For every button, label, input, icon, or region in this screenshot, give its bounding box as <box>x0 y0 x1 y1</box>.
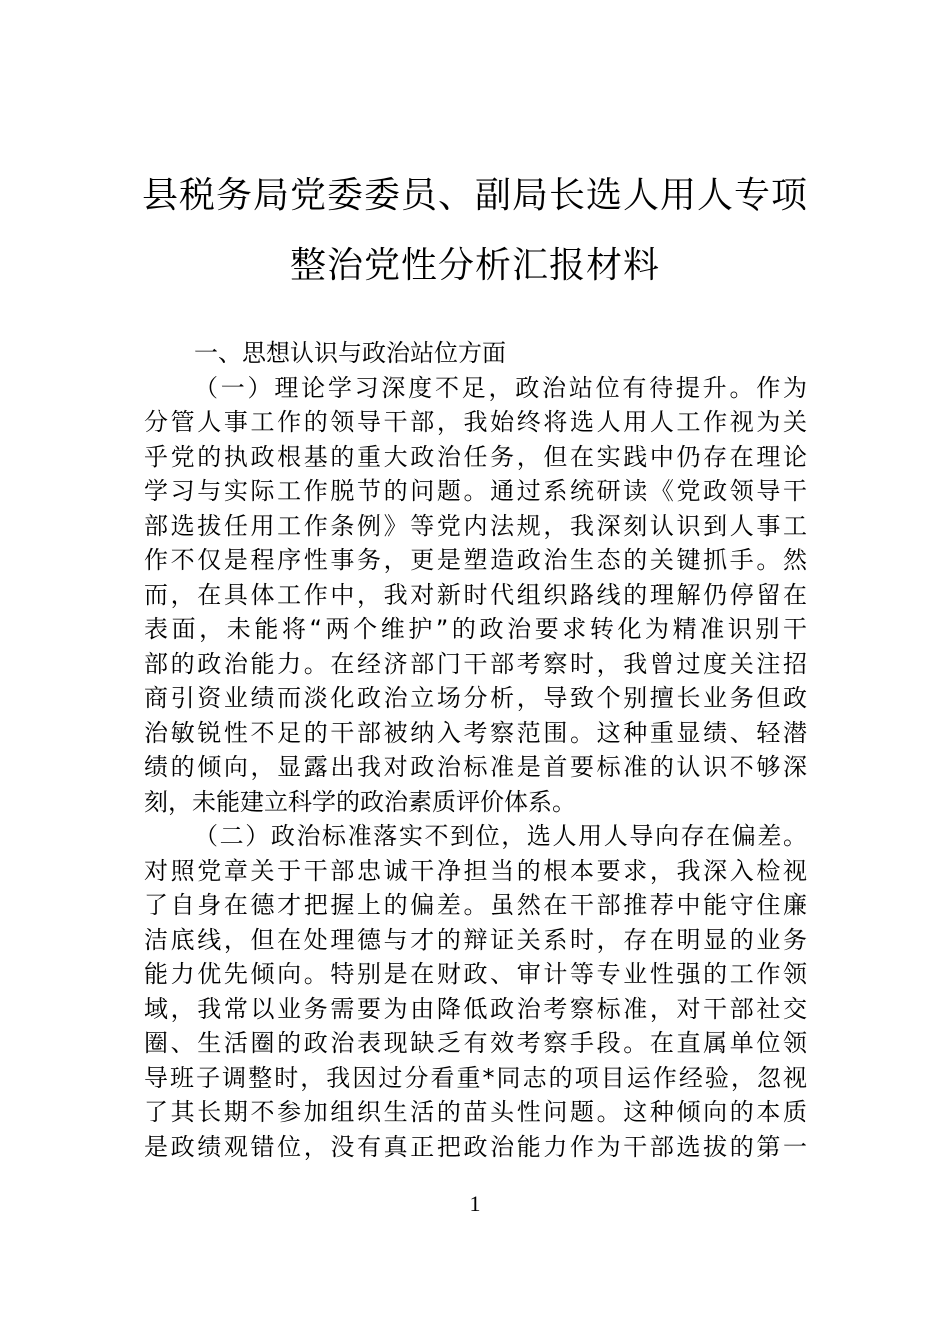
paragraph-2 <box>144 819 807 1164</box>
paragraph-line: 部的政治能力。在经济部门干部考察时，我曾过度关注招 <box>144 649 807 678</box>
paragraph-line: 是政绩观错位，没有真正把政治能力作为干部选拔的第一 <box>144 1132 807 1161</box>
document-title-line-2: 整治党性分析汇报材料 <box>289 245 660 286</box>
paragraph-line: 作不仅是程序性事务，更是塑造政治生态的关键抓手。然 <box>144 546 807 574</box>
paragraph-line: 治敏锐性不足的干部被纳入考察范围。这种重显绩、轻潜 <box>144 718 807 747</box>
paragraph-line: 乎党的执政根基的重大政治任务，但在实践中仍存在理论 <box>144 442 807 471</box>
paragraph-line: 表面，未能将“两个维护”的政治要求转化为精准识别干 <box>144 615 807 643</box>
paragraph-line: （一）理论学习深度不足，政治站位有待提升。作为 <box>194 373 807 402</box>
paragraph-line: 圈、生活圈的政治表现缺乏有效考察手段。在直属单位领 <box>144 1029 807 1057</box>
paragraph-line: 域，我常以业务需要为由降低政治考察标准，对干部社交 <box>144 994 807 1023</box>
paragraph-line: 刻，未能建立科学的政治素质评价体系。 <box>144 787 576 816</box>
page-number: 1 <box>469 1191 481 1216</box>
paragraph-line: 洁底线，但在处理德与才的辩证关系时，存在明显的业务 <box>144 925 807 954</box>
paragraph-line: 了其长期不参加组织生活的苗头性问题。这种倾向的本质 <box>144 1098 807 1126</box>
paragraph-1 <box>144 371 807 820</box>
paragraph-line: 对照党章关于干部忠诚干净担当的根本要求，我深入检视 <box>144 856 807 885</box>
paragraph-line: 学习与实际工作脱节的问题。通过系统研读《党政领导干 <box>144 477 807 505</box>
paragraph-line: 分管人事工作的领导干部，我始终将选人用人工作视为关 <box>144 408 807 436</box>
paragraph-line: （二）政治标准落实不到位，选人用人导向存在偏差。 <box>194 822 807 850</box>
paragraph-line: 商引资业绩而淡化政治立场分析，导致个别擅长业务但政 <box>144 684 807 712</box>
section-heading: 一、思想认识与政治站位方面 <box>194 339 506 367</box>
document-body <box>144 336 807 1164</box>
paragraph-line: 部选拔任用工作条例》等党内法规，我深刻认识到人事工 <box>144 511 807 540</box>
document-title-line-1: 县税务局党委委员、副局长选人用人专项 <box>141 175 808 216</box>
paragraph-line: 绩的倾向，显露出我对政治标准是首要标准的认识不够深 <box>144 753 807 781</box>
paragraph-line: 能力优先倾向。特别是在财政、审计等专业性强的工作领 <box>144 960 807 988</box>
paragraph-line: 了自身在德才把握上的偏差。虽然在干部推荐中能守住廉 <box>144 891 807 919</box>
paragraph-line: 而，在具体工作中，我对新时代组织路线的理解仍停留在 <box>144 580 807 609</box>
paragraph-line: 导班子调整时，我因过分看重*同志的项目运作经验，忽视 <box>144 1063 807 1092</box>
